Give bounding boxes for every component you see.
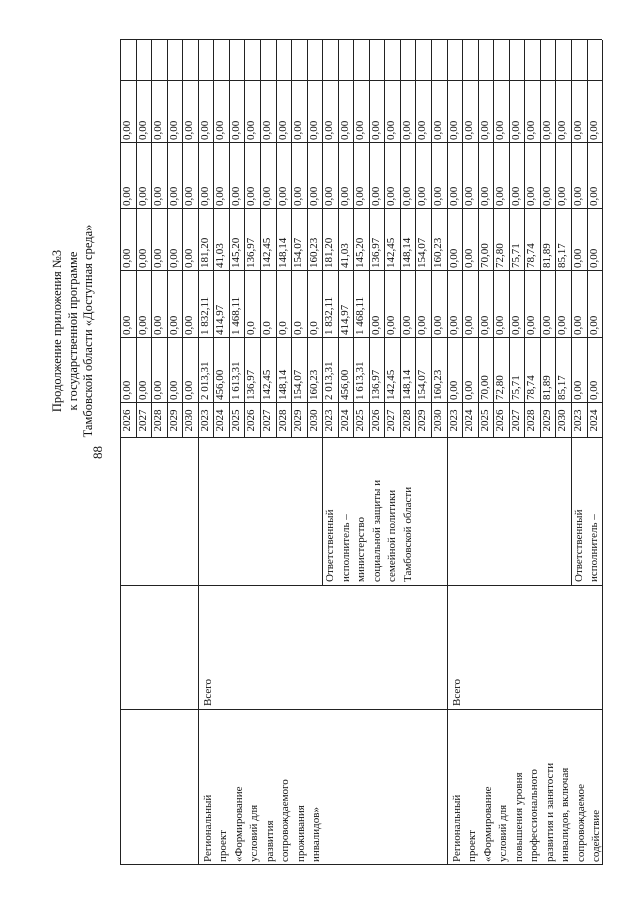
year-cell: 2030 [432,409,444,432]
value-cell: 0,00 [463,120,476,140]
year-cell: 2024 [587,409,600,432]
value-cell: 148,14 [400,237,413,268]
value-cell: 0,00 [571,380,584,400]
value-cell: 75,71 [509,243,522,268]
table-column-rule [120,80,602,81]
value-cell: 0,0 [245,321,258,335]
value-cell: 0,00 [198,120,211,140]
value-cell: 0,00 [587,120,600,140]
value-cell: 0,00 [167,248,180,268]
year-cell: 2026 [245,409,258,432]
value-cell: 0,00 [587,380,600,400]
value-cell: 0,00 [276,120,289,140]
value-cell: 0,00 [152,315,165,335]
value-cell: 0,00 [276,186,289,206]
value-cell: 0,00 [136,380,149,400]
value-cell: 0,00 [556,120,569,140]
year-cell: 2023 [571,409,584,432]
table-column-rule [120,585,602,586]
year-cell: 2028 [400,409,413,432]
value-cell: 0,00 [400,315,413,335]
value-cell: 0,00 [260,120,273,140]
year-cell: 2030 [183,409,196,432]
project-2-executor: Ответственный исполнитель – [572,509,601,582]
value-cell: 0,00 [556,315,569,335]
value-cell: 0,00 [152,186,165,206]
value-cell: 0,00 [509,120,522,140]
value-cell: 0,00 [369,186,382,206]
year-cell: 2030 [307,409,320,432]
value-cell: 0,00 [229,186,242,206]
value-cell: 0,00 [183,186,196,206]
value-cell: 142,45 [260,237,273,268]
value-cell: 0,00 [292,120,305,140]
year-cell: 2026 [494,409,507,432]
value-cell: 0,00 [447,186,460,206]
value-cell: 0,00 [183,315,196,335]
year-cell: 2024 [214,409,227,432]
budget-table [120,40,618,865]
value-cell: 0,00 [323,120,336,140]
table-top-border [120,40,121,865]
value-cell: 160,23 [307,369,320,400]
group-separator [447,40,448,865]
value-cell: 1 613,31 [354,361,367,400]
value-cell: 0,00 [152,120,165,140]
value-cell: 0,00 [292,186,305,206]
value-cell: 0,00 [571,120,584,140]
value-cell: 0,00 [167,380,180,400]
value-cell: 0,00 [183,380,196,400]
value-cell: 142,45 [385,369,398,400]
value-cell: 1 832,11 [198,296,211,335]
year-cell: 2028 [276,409,289,432]
year-cell: 2023 [198,409,211,432]
executor-row-rule [571,438,572,586]
value-cell: 0,00 [494,186,507,206]
table-row-rule [182,40,183,438]
value-cell: 78,74 [525,375,538,400]
value-cell: 0,00 [525,315,538,335]
value-cell: 0,00 [432,120,444,140]
value-cell: 0,00 [463,186,476,206]
value-cell: 160,23 [432,237,444,268]
value-cell: 0,00 [354,186,367,206]
value-cell: 0,0 [307,321,320,335]
value-cell: 0,00 [121,186,133,206]
value-cell: 0,00 [587,248,600,268]
value-cell: 0,00 [136,248,149,268]
year-cell: 2029 [167,409,180,432]
value-cell: 72,80 [494,243,507,268]
value-cell: 1 832,11 [323,296,336,335]
value-cell: 75,71 [509,375,522,400]
value-cell: 0,00 [447,248,460,268]
table-row-rule [136,40,137,438]
header-line-2: к государственной программе [65,251,80,411]
value-cell: 70,00 [478,375,491,400]
year-cell: 2024 [338,409,351,432]
value-cell: 0,00 [167,315,180,335]
value-cell: 0,00 [338,120,351,140]
value-cell: 0,00 [587,315,600,335]
year-cell: 2028 [525,409,538,432]
value-cell: 0,00 [354,120,367,140]
value-cell: 181,20 [323,237,336,268]
header-line-3: Тамбовской области «Доступная среда» [81,224,95,438]
value-cell: 142,45 [385,237,398,268]
value-cell: 0,00 [245,120,258,140]
value-cell: 0,00 [494,120,507,140]
project-1-executor: Ответственный исполнитель – министерство социальной защиты и семейной политики Тамбовской области [324,479,414,582]
header-line-1: Продолжение приложения №3 [50,249,64,413]
value-cell: 414,97 [214,304,227,335]
value-cell: 0,00 [494,315,507,335]
table-row-rule [167,40,168,438]
value-cell: 0,00 [136,315,149,335]
value-cell: 0,0 [292,321,305,335]
value-cell: 0,00 [121,120,133,140]
value-cell: 0,00 [416,315,429,335]
value-cell: 0,00 [400,186,413,206]
value-cell: 0,00 [463,248,476,268]
value-cell: 456,00 [214,369,227,400]
project-1-name: Региональный проект «Формирование условий для развития сопровождаемого проживания инвалидов» [201,779,323,862]
value-cell: 41,03 [214,243,227,268]
year-cell: 2026 [121,409,133,432]
year-cell: 2024 [463,409,476,432]
value-cell: 0,00 [571,248,584,268]
table-bottom-border [602,40,603,865]
project-1-total-label: Всего [201,679,214,706]
value-cell: 2 013,31 [323,361,336,400]
value-cell: 0,00 [447,380,460,400]
table-column-rule [120,709,602,710]
value-cell: 0,00 [369,315,382,335]
value-cell: 148,14 [276,369,289,400]
value-cell: 1 468,11 [354,296,367,335]
value-cell: 0,00 [525,120,538,140]
value-cell: 136,97 [245,237,258,268]
year-cell: 2028 [152,409,165,432]
appendix-header [50,101,97,561]
value-cell: 136,97 [245,369,258,400]
value-cell: 0,00 [152,248,165,268]
value-cell: 0,00 [198,186,211,206]
value-cell: 0,00 [121,380,133,400]
value-cell: 0,00 [587,186,600,206]
value-cell: 0,00 [260,186,273,206]
value-cell: 0,00 [540,186,553,206]
value-cell: 41,03 [338,243,351,268]
value-cell: 0,00 [385,315,398,335]
value-cell: 0,00 [121,315,133,335]
value-cell: 0,00 [509,315,522,335]
value-cell: 145,20 [229,237,242,268]
value-cell: 0,00 [447,315,460,335]
year-cell: 2029 [292,409,305,432]
value-cell: 78,74 [525,243,538,268]
value-cell: 0,00 [540,120,553,140]
year-cell: 2027 [509,409,522,432]
value-cell: 154,07 [416,369,429,400]
year-cell: 2027 [385,409,398,432]
value-cell: 414,97 [338,304,351,335]
value-cell: 0,00 [556,186,569,206]
year-cell: 2023 [323,409,336,432]
value-cell: 148,14 [400,369,413,400]
value-cell: 0,00 [369,120,382,140]
value-cell: 0,00 [385,120,398,140]
year-cell: 2030 [556,409,569,432]
page-number: 88 [90,446,105,459]
group-separator [198,40,199,865]
value-cell: 85,17 [556,375,569,400]
value-cell: 0,00 [416,186,429,206]
value-cell: 0,00 [307,186,320,206]
value-cell: 456,00 [338,369,351,400]
value-cell: 0,0 [260,321,273,335]
executor-row-rule [322,438,323,586]
value-cell: 148,14 [276,237,289,268]
value-cell: 0,00 [540,315,553,335]
value-cell: 0,00 [478,120,491,140]
table-column-rule [120,864,602,865]
value-cell: 0,00 [400,120,413,140]
value-cell: 160,23 [307,237,320,268]
value-cell: 181,20 [198,237,211,268]
value-cell: 0,00 [214,120,227,140]
value-cell: 136,97 [369,237,382,268]
value-cell: 2 013,31 [198,361,211,400]
value-cell: 0,00 [136,120,149,140]
value-cell: 70,00 [478,243,491,268]
value-cell: 0,00 [167,120,180,140]
value-cell: 1 468,11 [229,296,242,335]
value-cell: 136,97 [369,369,382,400]
value-cell: 0,00 [385,186,398,206]
table-column-rule [120,39,602,40]
table-row-rule [462,40,463,438]
year-cell: 2029 [416,409,429,432]
value-cell: 0,00 [167,186,180,206]
year-cell: 2027 [136,409,149,432]
year-cell: 2025 [354,409,367,432]
value-cell: 0,00 [214,186,227,206]
value-cell: 0,00 [463,380,476,400]
year-cell: 2023 [447,409,460,432]
value-cell: 0,00 [525,186,538,206]
value-cell: 0,00 [509,186,522,206]
year-cell: 2029 [540,409,553,432]
value-cell: 0,00 [571,315,584,335]
value-cell: 0,00 [338,186,351,206]
table-row-rule [151,40,152,438]
value-cell: 85,17 [556,243,569,268]
value-cell: 0,00 [478,315,491,335]
value-cell: 0,00 [136,186,149,206]
value-cell: 160,23 [432,369,444,400]
table-row-rule [571,40,572,438]
year-cell: 2027 [260,409,273,432]
value-cell: 81,89 [540,375,553,400]
value-cell: 0,00 [571,186,584,206]
value-cell: 0,00 [245,186,258,206]
value-cell: 0,00 [447,120,460,140]
value-cell: 0,00 [183,120,196,140]
value-cell: 145,20 [354,237,367,268]
project-2-total-label: Всего [450,679,463,706]
value-cell: 1 613,31 [229,361,242,400]
value-cell: 0,00 [152,380,165,400]
value-cell: 154,07 [292,369,305,400]
year-cell: 2025 [229,409,242,432]
value-cell: 0,00 [323,186,336,206]
value-cell: 0,00 [183,248,196,268]
year-cell: 2025 [478,409,491,432]
value-cell: 72,80 [494,375,507,400]
value-cell: 0,00 [307,120,320,140]
value-cell: 0,00 [478,186,491,206]
table-row-rule [587,40,588,438]
value-cell: 0,00 [416,120,429,140]
value-cell: 0,00 [463,315,476,335]
year-cell: 2026 [369,409,382,432]
project-2-name: Региональный проект «Формирование условий для повышения уровня профессионального развития и занятости инвалидов, включая сопровождаемое содействие [450,762,603,862]
value-cell: 154,07 [416,237,429,268]
value-cell: 142,45 [260,369,273,400]
value-cell: 0,00 [432,186,444,206]
value-cell: 81,89 [540,243,553,268]
value-cell: 0,0 [276,321,289,335]
value-cell: 0,00 [432,315,444,335]
value-cell: 0,00 [121,248,133,268]
value-cell: 154,07 [292,237,305,268]
value-cell: 0,00 [229,120,242,140]
